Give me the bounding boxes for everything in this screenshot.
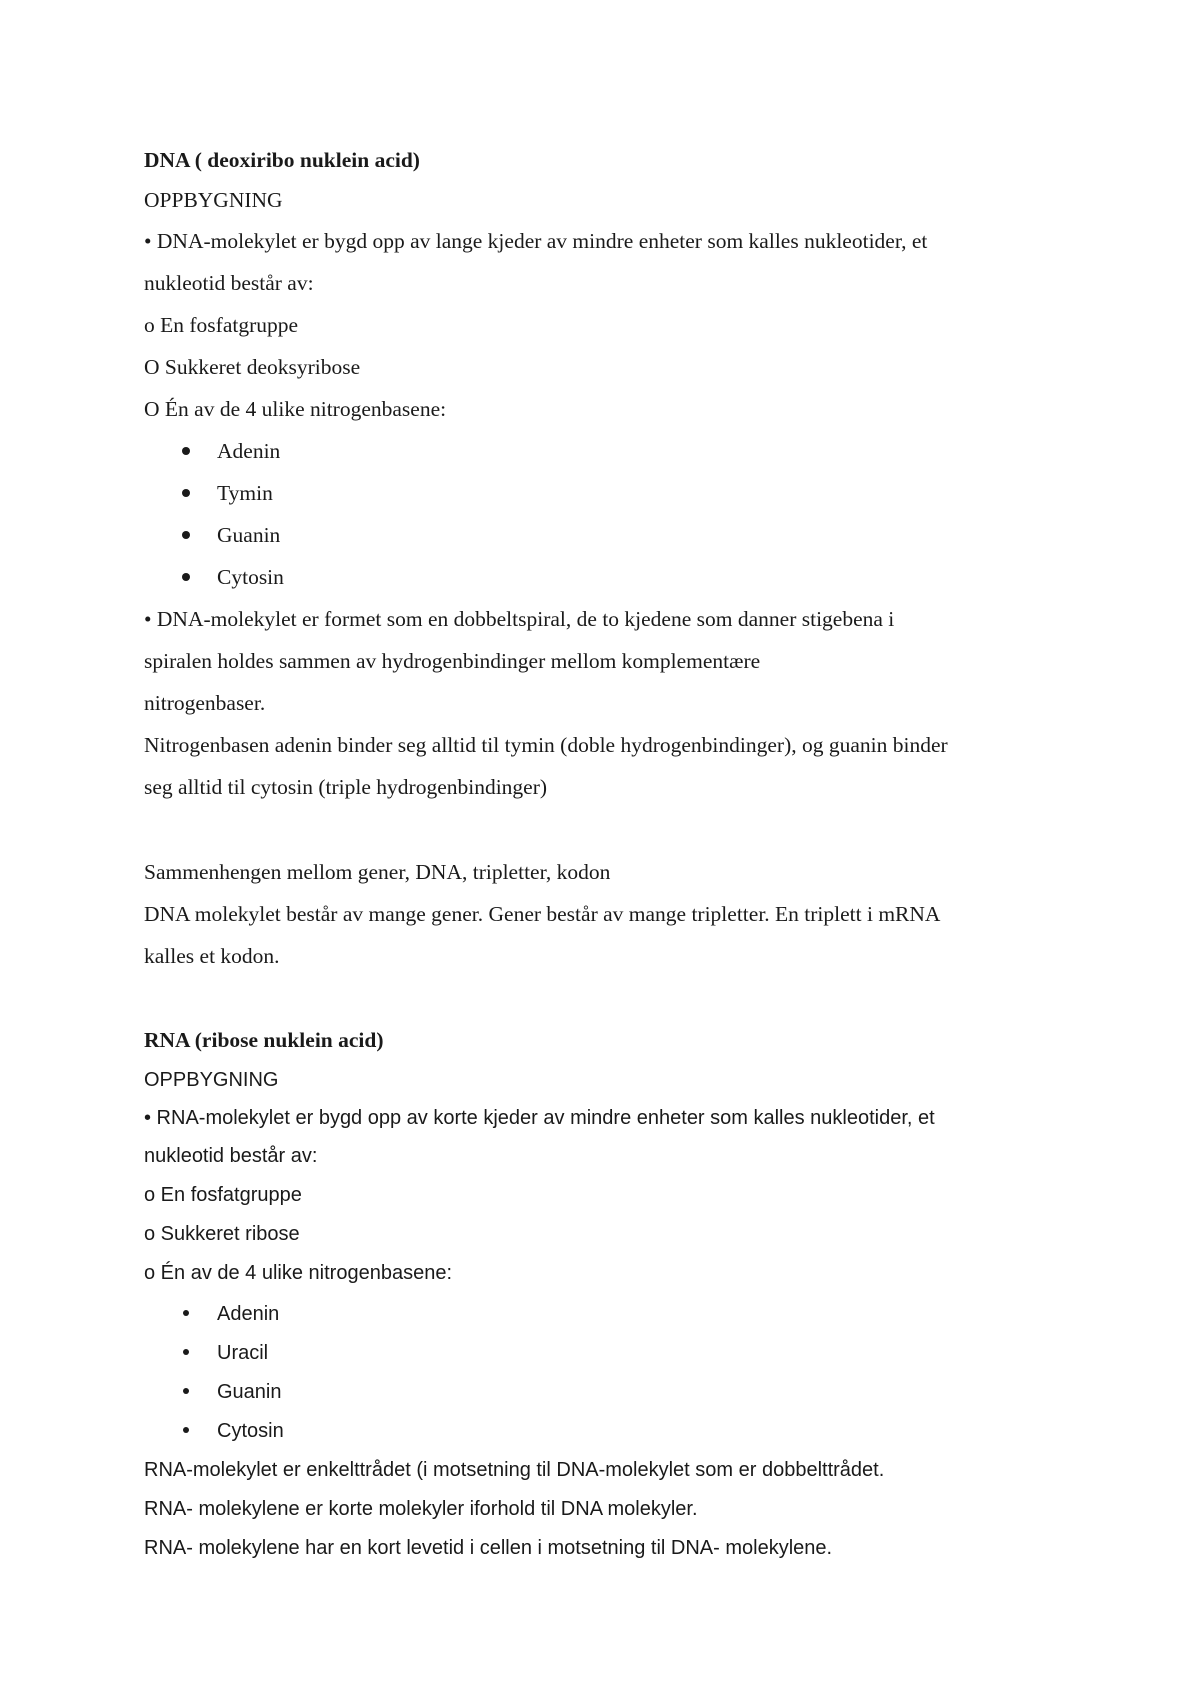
dna-base-item: Adenin (217, 439, 281, 463)
dna-bullet2-line1: • DNA-molekylet er formet som en dobbeltspiral, de to kjedene som danner stigebena i (144, 607, 895, 631)
dna-bullet2-line2: spiralen holdes sammen av hydrogenbindinger mellom komplementære (144, 649, 761, 673)
dna-base-item: Cytosin (217, 565, 284, 589)
relation-line1: DNA molekylet består av mange gener. Gener består av mange tripletter. En triplett i mRNA (144, 902, 941, 926)
dna-base-item: Tymin (217, 481, 273, 505)
dna-bullet1-line2: nukleotid består av: (144, 271, 314, 295)
dna-item-phosphate: o En fosfatgruppe (144, 313, 299, 337)
rna-item-bases: o Én av de 4 ulike nitrogenbasene: (144, 1262, 452, 1284)
rna-bullet1-line2: nukleotid består av: (144, 1145, 318, 1167)
rna-bullet1-line1: • RNA-molekylet er bygd opp av korte kjeder av mindre enheter som kalles nukleotider, et (144, 1107, 935, 1129)
dna-pairing-line1: Nitrogenbasen adenin binder seg alltid til tymin (doble hydrogenbindinger), og guanin binder (144, 733, 948, 757)
rna-fact2: RNA- molekylene er korte molekyler iforhold til DNA molekyler. (144, 1498, 698, 1520)
dna-heading: DNA ( deoxiribo nuklein acid) (144, 148, 420, 172)
dna-item-bases: O Én av de 4 ulike nitrogenbasene: (144, 397, 447, 421)
rna-fact1: RNA-molekylet er enkelttrådet (i motsetning til DNA-molekylet som er dobbelttrådet. (144, 1459, 885, 1481)
bullet-icon (183, 1349, 189, 1355)
relation-line2: kalles et kodon. (144, 944, 280, 968)
document-page (144, 0, 1084, 1698)
rna-item-sugar: o Sukkeret ribose (144, 1223, 300, 1245)
rna-base-item: Uracil (217, 1342, 269, 1364)
dna-bullet2-line3: nitrogenbaser. (144, 691, 266, 715)
rna-heading: RNA (ribose nuklein acid) (144, 1028, 384, 1052)
dna-pairing-line2: seg alltid til cytosin (triple hydrogenbindinger) (144, 775, 548, 799)
bullet-icon (182, 447, 190, 455)
dna-base-item: Guanin (217, 523, 281, 547)
rna-fact3: RNA- molekylene har en kort levetid i cellen i motsetning til DNA- molekylene. (144, 1537, 833, 1559)
rna-base-item: Guanin (217, 1381, 282, 1403)
rna-subheading: OPPBYGNING (144, 1069, 279, 1091)
rna-base-item: Adenin (217, 1303, 280, 1325)
rna-item-phosphate: o En fosfatgruppe (144, 1184, 302, 1206)
relation-title: Sammenhengen mellom gener, DNA, tripletter, kodon (144, 860, 611, 884)
bullet-icon (183, 1310, 189, 1316)
dna-subheading: OPPBYGNING (144, 188, 283, 212)
dna-item-sugar: O Sukkeret deoksyribose (144, 355, 361, 379)
rna-base-item: Cytosin (217, 1420, 284, 1442)
bullet-icon (182, 489, 190, 497)
bullet-icon (182, 573, 190, 581)
dna-bullet1-line1: • DNA-molekylet er bygd opp av lange kjeder av mindre enheter som kalles nukleotider, et (144, 229, 928, 253)
bullet-icon (182, 531, 190, 539)
bullet-icon (183, 1427, 189, 1433)
bullet-icon (183, 1388, 189, 1394)
